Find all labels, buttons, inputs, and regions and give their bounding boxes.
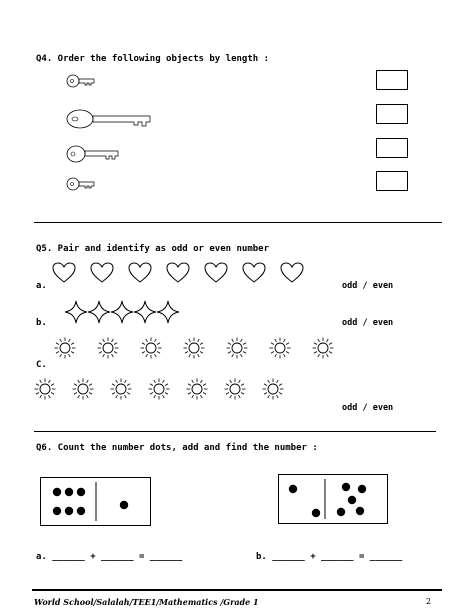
- sun-icon: [262, 378, 284, 400]
- odd-even-choice-c[interactable]: odd / even: [342, 403, 394, 413]
- domino-dot: [120, 501, 128, 509]
- sun-icon: [186, 378, 208, 400]
- small-key-icon: [66, 73, 96, 89]
- sun-icon: [148, 378, 170, 400]
- heart-icon: [128, 262, 152, 284]
- sun-icon: [140, 337, 162, 359]
- footer-text: World School/Salalah/TEE1/Mathematics /Grade 1: [34, 597, 259, 607]
- section-divider: [34, 431, 436, 432]
- tiny-key-icon: [66, 176, 96, 192]
- sun-icon: [54, 337, 76, 359]
- odd-even-choice-b[interactable]: odd / even: [342, 318, 394, 328]
- odd-even-choice-a[interactable]: odd / even: [342, 281, 394, 291]
- sun-icon: [97, 337, 119, 359]
- row-a-label: a.: [36, 281, 47, 291]
- domino-dot: [337, 508, 345, 516]
- medium-key-icon: [66, 143, 120, 165]
- four-point-star-icon: [64, 300, 88, 324]
- domino-dot: [53, 507, 61, 515]
- long-key-icon: [66, 108, 152, 130]
- domino-dot: [53, 488, 61, 496]
- sun-icon: [269, 337, 291, 359]
- answer-b[interactable]: [256, 552, 402, 562]
- domino-dot: [77, 507, 85, 515]
- domino-dot: [348, 496, 356, 504]
- order-answer-box-3[interactable]: [376, 138, 408, 158]
- q4-title: Q4. Order the following objects by length :: [36, 54, 269, 64]
- section-divider: [34, 222, 442, 223]
- heart-icon: [204, 262, 228, 284]
- heart-icon: [52, 262, 76, 284]
- domino-dot: [65, 507, 73, 515]
- domino-dot: [65, 488, 73, 496]
- domino-a: [40, 477, 151, 526]
- row-b-label: b.: [36, 318, 47, 328]
- heart-icon: [280, 262, 304, 284]
- heart-icon: [166, 262, 190, 284]
- page-number: 2: [426, 597, 432, 606]
- row-c-label: C.: [36, 360, 47, 370]
- order-answer-box-1[interactable]: [376, 70, 408, 90]
- domino-dot: [289, 485, 297, 493]
- four-point-star-icon: [156, 300, 180, 324]
- domino-dot: [342, 483, 350, 491]
- q6-title: Q6. Count the number dots, add and find the number :: [36, 443, 318, 453]
- q5-title: Q5. Pair and identify as odd or even number: [36, 244, 269, 254]
- four-point-star-icon: [87, 300, 111, 324]
- sun-icon: [72, 378, 94, 400]
- heart-icon: [242, 262, 266, 284]
- answer-a-label: a.: [36, 552, 47, 562]
- four-point-star-icon: [133, 300, 157, 324]
- domino-dot: [312, 509, 320, 517]
- sun-icon: [34, 378, 56, 400]
- order-answer-box-4[interactable]: [376, 171, 408, 191]
- domino-dot: [356, 507, 364, 515]
- answer-a[interactable]: [36, 552, 182, 562]
- sun-icon: [183, 337, 205, 359]
- sun-icon: [224, 378, 246, 400]
- domino-dot: [358, 485, 366, 493]
- domino-b: [278, 474, 388, 524]
- answer-a-blanks[interactable]: ______ + ______ = ______: [52, 552, 183, 562]
- four-point-star-icon: [110, 300, 134, 324]
- domino-dot: [77, 488, 85, 496]
- footer-rule: [32, 589, 442, 591]
- sun-icon: [226, 337, 248, 359]
- order-answer-box-2[interactable]: [376, 104, 408, 124]
- answer-b-label: b.: [256, 552, 267, 562]
- sun-icon: [110, 378, 132, 400]
- heart-icon: [90, 262, 114, 284]
- answer-b-blanks[interactable]: ______ + ______ = ______: [272, 552, 403, 562]
- sun-icon: [312, 337, 334, 359]
